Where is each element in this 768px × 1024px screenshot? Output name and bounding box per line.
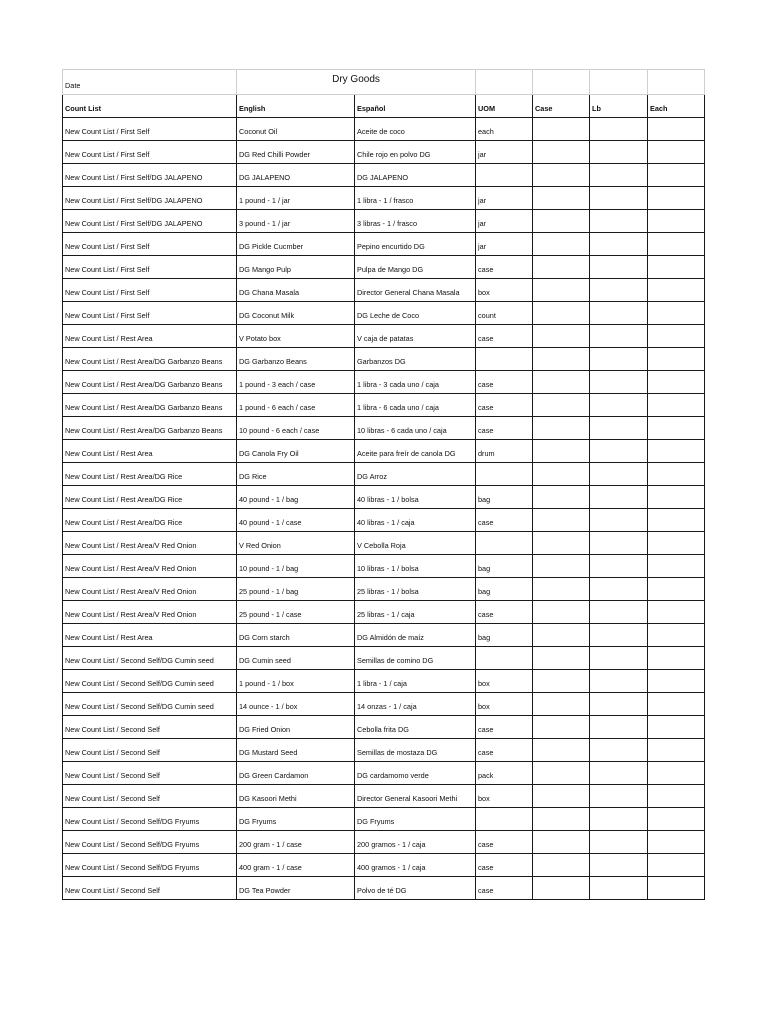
title-row bbox=[63, 70, 705, 95]
case-count-cell bbox=[533, 141, 590, 164]
lb-count-cell bbox=[590, 831, 648, 854]
espanol-cell: DG JALAPENO bbox=[355, 164, 476, 187]
count-list-cell: New Count List / First Self bbox=[63, 118, 237, 141]
each-count-cell bbox=[648, 118, 705, 141]
each-count-cell bbox=[648, 440, 705, 463]
lb-count-cell bbox=[590, 417, 648, 440]
lb-count-cell bbox=[590, 647, 648, 670]
espanol-cell: 1 libra - 1 / caja bbox=[355, 670, 476, 693]
uom-cell: count bbox=[476, 302, 533, 325]
lb-count-cell bbox=[590, 877, 648, 900]
case-count-cell bbox=[533, 210, 590, 233]
count-list-cell: New Count List / Rest Area bbox=[63, 325, 237, 348]
uom-cell: box bbox=[476, 670, 533, 693]
case-count-cell bbox=[533, 486, 590, 509]
espanol-cell: Garbanzos DG bbox=[355, 348, 476, 371]
count-list-cell: New Count List / Second Self/DG Fryums bbox=[63, 854, 237, 877]
uom-cell: pack bbox=[476, 762, 533, 785]
uom-cell bbox=[476, 808, 533, 831]
english-cell: 1 pound - 3 each / case bbox=[237, 371, 355, 394]
table-row bbox=[63, 210, 705, 233]
lb-count-cell bbox=[590, 279, 648, 302]
uom-cell bbox=[476, 348, 533, 371]
uom-cell: case bbox=[476, 601, 533, 624]
case-count-cell bbox=[533, 670, 590, 693]
table-row bbox=[63, 854, 705, 877]
lb-count-cell bbox=[590, 555, 648, 578]
case-count-cell bbox=[533, 693, 590, 716]
sheet-title: Dry Goods bbox=[237, 70, 476, 95]
english-cell: V Potato box bbox=[237, 325, 355, 348]
each-count-cell bbox=[648, 164, 705, 187]
table-row bbox=[63, 256, 705, 279]
table-row bbox=[63, 532, 705, 555]
uom-cell: bag bbox=[476, 555, 533, 578]
each-count-cell bbox=[648, 210, 705, 233]
case-count-cell bbox=[533, 647, 590, 670]
lb-count-cell bbox=[590, 739, 648, 762]
lb-count-cell bbox=[590, 302, 648, 325]
espanol-cell: Director General Chana Masala bbox=[355, 279, 476, 302]
lb-count-cell bbox=[590, 578, 648, 601]
lb-count-cell bbox=[590, 256, 648, 279]
count-list-cell: New Count List / Rest Area/DG Rice bbox=[63, 509, 237, 532]
each-count-cell bbox=[648, 739, 705, 762]
espanol-cell: 1 libra - 3 cada uno / caja bbox=[355, 371, 476, 394]
column-header-each: Each bbox=[648, 95, 705, 118]
case-count-cell bbox=[533, 394, 590, 417]
table-row bbox=[63, 463, 705, 486]
case-count-cell bbox=[533, 325, 590, 348]
title-row-blank-cell bbox=[648, 70, 705, 95]
english-cell: DG Mustard Seed bbox=[237, 739, 355, 762]
espanol-cell: Cebolla frita DG bbox=[355, 716, 476, 739]
each-count-cell bbox=[648, 601, 705, 624]
espanol-cell: Polvo de té DG bbox=[355, 877, 476, 900]
count-list-cell: New Count List / First Self/DG JALAPENO bbox=[63, 187, 237, 210]
count-list-cell: New Count List / First Self bbox=[63, 279, 237, 302]
case-count-cell bbox=[533, 578, 590, 601]
dry-goods-count-sheet bbox=[62, 69, 705, 900]
english-cell: 400 gram - 1 / case bbox=[237, 854, 355, 877]
case-count-cell bbox=[533, 601, 590, 624]
each-count-cell bbox=[648, 693, 705, 716]
case-count-cell bbox=[533, 532, 590, 555]
uom-cell bbox=[476, 463, 533, 486]
case-count-cell bbox=[533, 440, 590, 463]
case-count-cell bbox=[533, 256, 590, 279]
each-count-cell bbox=[648, 716, 705, 739]
uom-cell: case bbox=[476, 854, 533, 877]
english-cell: 14 ounce - 1 / box bbox=[237, 693, 355, 716]
each-count-cell bbox=[648, 348, 705, 371]
uom-cell: drum bbox=[476, 440, 533, 463]
each-count-cell bbox=[648, 233, 705, 256]
lb-count-cell bbox=[590, 670, 648, 693]
table-row bbox=[63, 440, 705, 463]
english-cell: DG Fried Onion bbox=[237, 716, 355, 739]
espanol-cell: DG cardamomo verde bbox=[355, 762, 476, 785]
espanol-cell: Semillas de comino DG bbox=[355, 647, 476, 670]
case-count-cell bbox=[533, 877, 590, 900]
uom-cell: box bbox=[476, 279, 533, 302]
uom-cell: jar bbox=[476, 141, 533, 164]
count-list-cell: New Count List / Rest Area/DG Rice bbox=[63, 463, 237, 486]
case-count-cell bbox=[533, 187, 590, 210]
case-count-cell bbox=[533, 509, 590, 532]
espanol-cell: 10 libras - 6 cada uno / caja bbox=[355, 417, 476, 440]
uom-cell: case bbox=[476, 256, 533, 279]
lb-count-cell bbox=[590, 808, 648, 831]
count-list-cell: New Count List / First Self/DG JALAPENO bbox=[63, 210, 237, 233]
espanol-cell: DG Leche de Coco bbox=[355, 302, 476, 325]
uom-cell: box bbox=[476, 785, 533, 808]
espanol-cell: 25 libras - 1 / bolsa bbox=[355, 578, 476, 601]
english-cell: 1 pound - 1 / box bbox=[237, 670, 355, 693]
table-row bbox=[63, 141, 705, 164]
english-cell: DG Chana Masala bbox=[237, 279, 355, 302]
count-list-cell: New Count List / Second Self bbox=[63, 762, 237, 785]
column-header-espanol: Español bbox=[355, 95, 476, 118]
lb-count-cell bbox=[590, 509, 648, 532]
espanol-cell: 40 libras - 1 / bolsa bbox=[355, 486, 476, 509]
table-row bbox=[63, 417, 705, 440]
uom-cell: case bbox=[476, 509, 533, 532]
column-header-lb: Lb bbox=[590, 95, 648, 118]
espanol-cell: DG Fryums bbox=[355, 808, 476, 831]
table-row bbox=[63, 670, 705, 693]
espanol-cell: V Cebolla Roja bbox=[355, 532, 476, 555]
table-row bbox=[63, 716, 705, 739]
count-list-cell: New Count List / Rest Area/DG Garbanzo Beans bbox=[63, 371, 237, 394]
each-count-cell bbox=[648, 670, 705, 693]
each-count-cell bbox=[648, 256, 705, 279]
table-row bbox=[63, 601, 705, 624]
lb-count-cell bbox=[590, 210, 648, 233]
english-cell: 25 pound - 1 / bag bbox=[237, 578, 355, 601]
espanol-cell: Director General Kasoori Methi bbox=[355, 785, 476, 808]
case-count-cell bbox=[533, 279, 590, 302]
count-list-cell: New Count List / Second Self bbox=[63, 785, 237, 808]
espanol-cell: Aceite de coco bbox=[355, 118, 476, 141]
table-row bbox=[63, 831, 705, 854]
count-list-cell: New Count List / Second Self/DG Fryums bbox=[63, 831, 237, 854]
english-cell: DG Green Cardamon bbox=[237, 762, 355, 785]
espanol-cell: DG Almidón de maíz bbox=[355, 624, 476, 647]
table-row bbox=[63, 325, 705, 348]
each-count-cell bbox=[648, 509, 705, 532]
column-header-uom: UOM bbox=[476, 95, 533, 118]
espanol-cell: 200 gramos - 1 / caja bbox=[355, 831, 476, 854]
case-count-cell bbox=[533, 785, 590, 808]
uom-cell: jar bbox=[476, 187, 533, 210]
english-cell: 1 pound - 1 / jar bbox=[237, 187, 355, 210]
espanol-cell: V caja de patatas bbox=[355, 325, 476, 348]
lb-count-cell bbox=[590, 463, 648, 486]
each-count-cell bbox=[648, 302, 705, 325]
each-count-cell bbox=[648, 808, 705, 831]
table-row bbox=[63, 486, 705, 509]
lb-count-cell bbox=[590, 532, 648, 555]
lb-count-cell bbox=[590, 785, 648, 808]
english-cell: DG Fryums bbox=[237, 808, 355, 831]
each-count-cell bbox=[648, 785, 705, 808]
table-row bbox=[63, 693, 705, 716]
each-count-cell bbox=[648, 877, 705, 900]
table-row bbox=[63, 808, 705, 831]
english-cell: 40 pound - 1 / bag bbox=[237, 486, 355, 509]
lb-count-cell bbox=[590, 762, 648, 785]
case-count-cell bbox=[533, 831, 590, 854]
each-count-cell bbox=[648, 831, 705, 854]
uom-cell: jar bbox=[476, 233, 533, 256]
count-list-cell: New Count List / Second Self/DG Cumin seed bbox=[63, 647, 237, 670]
each-count-cell bbox=[648, 279, 705, 302]
each-count-cell bbox=[648, 578, 705, 601]
uom-cell: jar bbox=[476, 210, 533, 233]
count-list-cell: New Count List / First Self bbox=[63, 141, 237, 164]
english-cell: Coconut Oil bbox=[237, 118, 355, 141]
case-count-cell bbox=[533, 348, 590, 371]
uom-cell: case bbox=[476, 371, 533, 394]
lb-count-cell bbox=[590, 716, 648, 739]
lb-count-cell bbox=[590, 601, 648, 624]
count-list-cell: New Count List / First Self bbox=[63, 233, 237, 256]
case-count-cell bbox=[533, 417, 590, 440]
uom-cell: bag bbox=[476, 486, 533, 509]
count-list-cell: New Count List / First Self bbox=[63, 302, 237, 325]
case-count-cell bbox=[533, 164, 590, 187]
lb-count-cell bbox=[590, 141, 648, 164]
each-count-cell bbox=[648, 417, 705, 440]
english-cell: DG Mango Pulp bbox=[237, 256, 355, 279]
espanol-cell: 25 libras - 1 / caja bbox=[355, 601, 476, 624]
count-list-cell: New Count List / Second Self bbox=[63, 716, 237, 739]
uom-cell: each bbox=[476, 118, 533, 141]
uom-cell: case bbox=[476, 739, 533, 762]
lb-count-cell bbox=[590, 325, 648, 348]
table-row bbox=[63, 785, 705, 808]
espanol-cell: Chile rojo en polvo DG bbox=[355, 141, 476, 164]
count-list-cell: New Count List / Rest Area/DG Rice bbox=[63, 486, 237, 509]
case-count-cell bbox=[533, 233, 590, 256]
date-label: Date bbox=[63, 70, 237, 95]
espanol-cell: 3 libras - 1 / frasco bbox=[355, 210, 476, 233]
case-count-cell bbox=[533, 854, 590, 877]
table-row bbox=[63, 578, 705, 601]
each-count-cell bbox=[648, 486, 705, 509]
count-list-cell: New Count List / Rest Area/V Red Onion bbox=[63, 601, 237, 624]
each-count-cell bbox=[648, 555, 705, 578]
each-count-cell bbox=[648, 371, 705, 394]
espanol-cell: Pulpa de Mango DG bbox=[355, 256, 476, 279]
count-list-cell: New Count List / Second Self/DG Fryums bbox=[63, 808, 237, 831]
title-row-blank-cell bbox=[590, 70, 648, 95]
lb-count-cell bbox=[590, 394, 648, 417]
english-cell: 40 pound - 1 / case bbox=[237, 509, 355, 532]
table-row bbox=[63, 739, 705, 762]
each-count-cell bbox=[648, 624, 705, 647]
case-count-cell bbox=[533, 808, 590, 831]
table-row bbox=[63, 187, 705, 210]
table-row bbox=[63, 877, 705, 900]
uom-cell: case bbox=[476, 325, 533, 348]
uom-cell: bag bbox=[476, 624, 533, 647]
table-row bbox=[63, 279, 705, 302]
count-list-cell: New Count List / Second Self/DG Cumin seed bbox=[63, 670, 237, 693]
english-cell: 10 pound - 1 / bag bbox=[237, 555, 355, 578]
count-list-cell: New Count List / Second Self/DG Cumin seed bbox=[63, 693, 237, 716]
table-row bbox=[63, 348, 705, 371]
espanol-cell: Pepino encurtido DG bbox=[355, 233, 476, 256]
uom-cell: box bbox=[476, 693, 533, 716]
table-row bbox=[63, 371, 705, 394]
lb-count-cell bbox=[590, 693, 648, 716]
english-cell: DG Tea Powder bbox=[237, 877, 355, 900]
table-row bbox=[63, 647, 705, 670]
espanol-cell: Semillas de mostaza DG bbox=[355, 739, 476, 762]
title-row-blank-cell bbox=[533, 70, 590, 95]
table-row bbox=[63, 164, 705, 187]
case-count-cell bbox=[533, 302, 590, 325]
uom-cell: case bbox=[476, 417, 533, 440]
count-list-cell: New Count List / Rest Area/V Red Onion bbox=[63, 532, 237, 555]
espanol-cell: DG Arroz bbox=[355, 463, 476, 486]
english-cell: 1 pound - 6 each / case bbox=[237, 394, 355, 417]
uom-cell bbox=[476, 532, 533, 555]
each-count-cell bbox=[648, 762, 705, 785]
case-count-cell bbox=[533, 118, 590, 141]
uom-cell: case bbox=[476, 831, 533, 854]
count-list-cell: New Count List / Rest Area bbox=[63, 624, 237, 647]
english-cell: DG Garbanzo Beans bbox=[237, 348, 355, 371]
column-header-case: Case bbox=[533, 95, 590, 118]
count-list-cell: New Count List / Rest Area/V Red Onion bbox=[63, 578, 237, 601]
lb-count-cell bbox=[590, 624, 648, 647]
case-count-cell bbox=[533, 371, 590, 394]
case-count-cell bbox=[533, 555, 590, 578]
column-header-english: English bbox=[237, 95, 355, 118]
count-list-cell: New Count List / Rest Area bbox=[63, 440, 237, 463]
english-cell: DG Pickle Cucmber bbox=[237, 233, 355, 256]
english-cell: 200 gram - 1 / case bbox=[237, 831, 355, 854]
column-header-count-list: Count List bbox=[63, 95, 237, 118]
lb-count-cell bbox=[590, 371, 648, 394]
espanol-cell: 1 libra - 1 / frasco bbox=[355, 187, 476, 210]
count-list-cell: New Count List / First Self/DG JALAPENO bbox=[63, 164, 237, 187]
uom-cell: bag bbox=[476, 578, 533, 601]
lb-count-cell bbox=[590, 187, 648, 210]
table-row bbox=[63, 624, 705, 647]
lb-count-cell bbox=[590, 486, 648, 509]
each-count-cell bbox=[648, 325, 705, 348]
case-count-cell bbox=[533, 463, 590, 486]
each-count-cell bbox=[648, 463, 705, 486]
espanol-cell: 1 libra - 6 cada uno / caja bbox=[355, 394, 476, 417]
uom-cell: case bbox=[476, 877, 533, 900]
each-count-cell bbox=[648, 187, 705, 210]
each-count-cell bbox=[648, 394, 705, 417]
lb-count-cell bbox=[590, 348, 648, 371]
table-row bbox=[63, 233, 705, 256]
count-list-cell: New Count List / Rest Area/DG Garbanzo Beans bbox=[63, 394, 237, 417]
case-count-cell bbox=[533, 624, 590, 647]
lb-count-cell bbox=[590, 118, 648, 141]
each-count-cell bbox=[648, 647, 705, 670]
lb-count-cell bbox=[590, 233, 648, 256]
table-row bbox=[63, 394, 705, 417]
lb-count-cell bbox=[590, 854, 648, 877]
english-cell: DG Kasoori Methi bbox=[237, 785, 355, 808]
uom-cell bbox=[476, 647, 533, 670]
uom-cell bbox=[476, 164, 533, 187]
each-count-cell bbox=[648, 532, 705, 555]
english-cell: V Red Onion bbox=[237, 532, 355, 555]
case-count-cell bbox=[533, 762, 590, 785]
each-count-cell bbox=[648, 141, 705, 164]
espanol-cell: Aceite para freír de canola DG bbox=[355, 440, 476, 463]
english-cell: DG Cumin seed bbox=[237, 647, 355, 670]
lb-count-cell bbox=[590, 440, 648, 463]
uom-cell: case bbox=[476, 394, 533, 417]
english-cell: 3 pound - 1 / jar bbox=[237, 210, 355, 233]
count-list-cell: New Count List / Second Self bbox=[63, 739, 237, 762]
count-list-cell: New Count List / Rest Area/DG Garbanzo Beans bbox=[63, 348, 237, 371]
lb-count-cell bbox=[590, 164, 648, 187]
english-cell: DG Corn starch bbox=[237, 624, 355, 647]
case-count-cell bbox=[533, 716, 590, 739]
count-list-cell: New Count List / First Self bbox=[63, 256, 237, 279]
english-cell: 10 pound - 6 each / case bbox=[237, 417, 355, 440]
espanol-cell: 400 gramos - 1 / caja bbox=[355, 854, 476, 877]
count-list-cell: New Count List / Rest Area/DG Garbanzo Beans bbox=[63, 417, 237, 440]
each-count-cell bbox=[648, 854, 705, 877]
english-cell: DG Coconut Milk bbox=[237, 302, 355, 325]
english-cell: 25 pound - 1 / case bbox=[237, 601, 355, 624]
english-cell: DG Canola Fry Oil bbox=[237, 440, 355, 463]
table-row bbox=[63, 509, 705, 532]
count-list-cell: New Count List / Second Self bbox=[63, 877, 237, 900]
english-cell: DG JALAPENO bbox=[237, 164, 355, 187]
title-row-blank-cell bbox=[476, 70, 533, 95]
table-row bbox=[63, 762, 705, 785]
espanol-cell: 14 onzas - 1 / caja bbox=[355, 693, 476, 716]
uom-cell: case bbox=[476, 716, 533, 739]
espanol-cell: 10 libras - 1 / bolsa bbox=[355, 555, 476, 578]
table-row bbox=[63, 302, 705, 325]
english-cell: DG Rice bbox=[237, 463, 355, 486]
table-row bbox=[63, 555, 705, 578]
header-row bbox=[63, 95, 705, 118]
english-cell: DG Red Chilli Powder bbox=[237, 141, 355, 164]
table-row bbox=[63, 118, 705, 141]
case-count-cell bbox=[533, 739, 590, 762]
espanol-cell: 40 libras - 1 / caja bbox=[355, 509, 476, 532]
count-list-cell: New Count List / Rest Area/V Red Onion bbox=[63, 555, 237, 578]
